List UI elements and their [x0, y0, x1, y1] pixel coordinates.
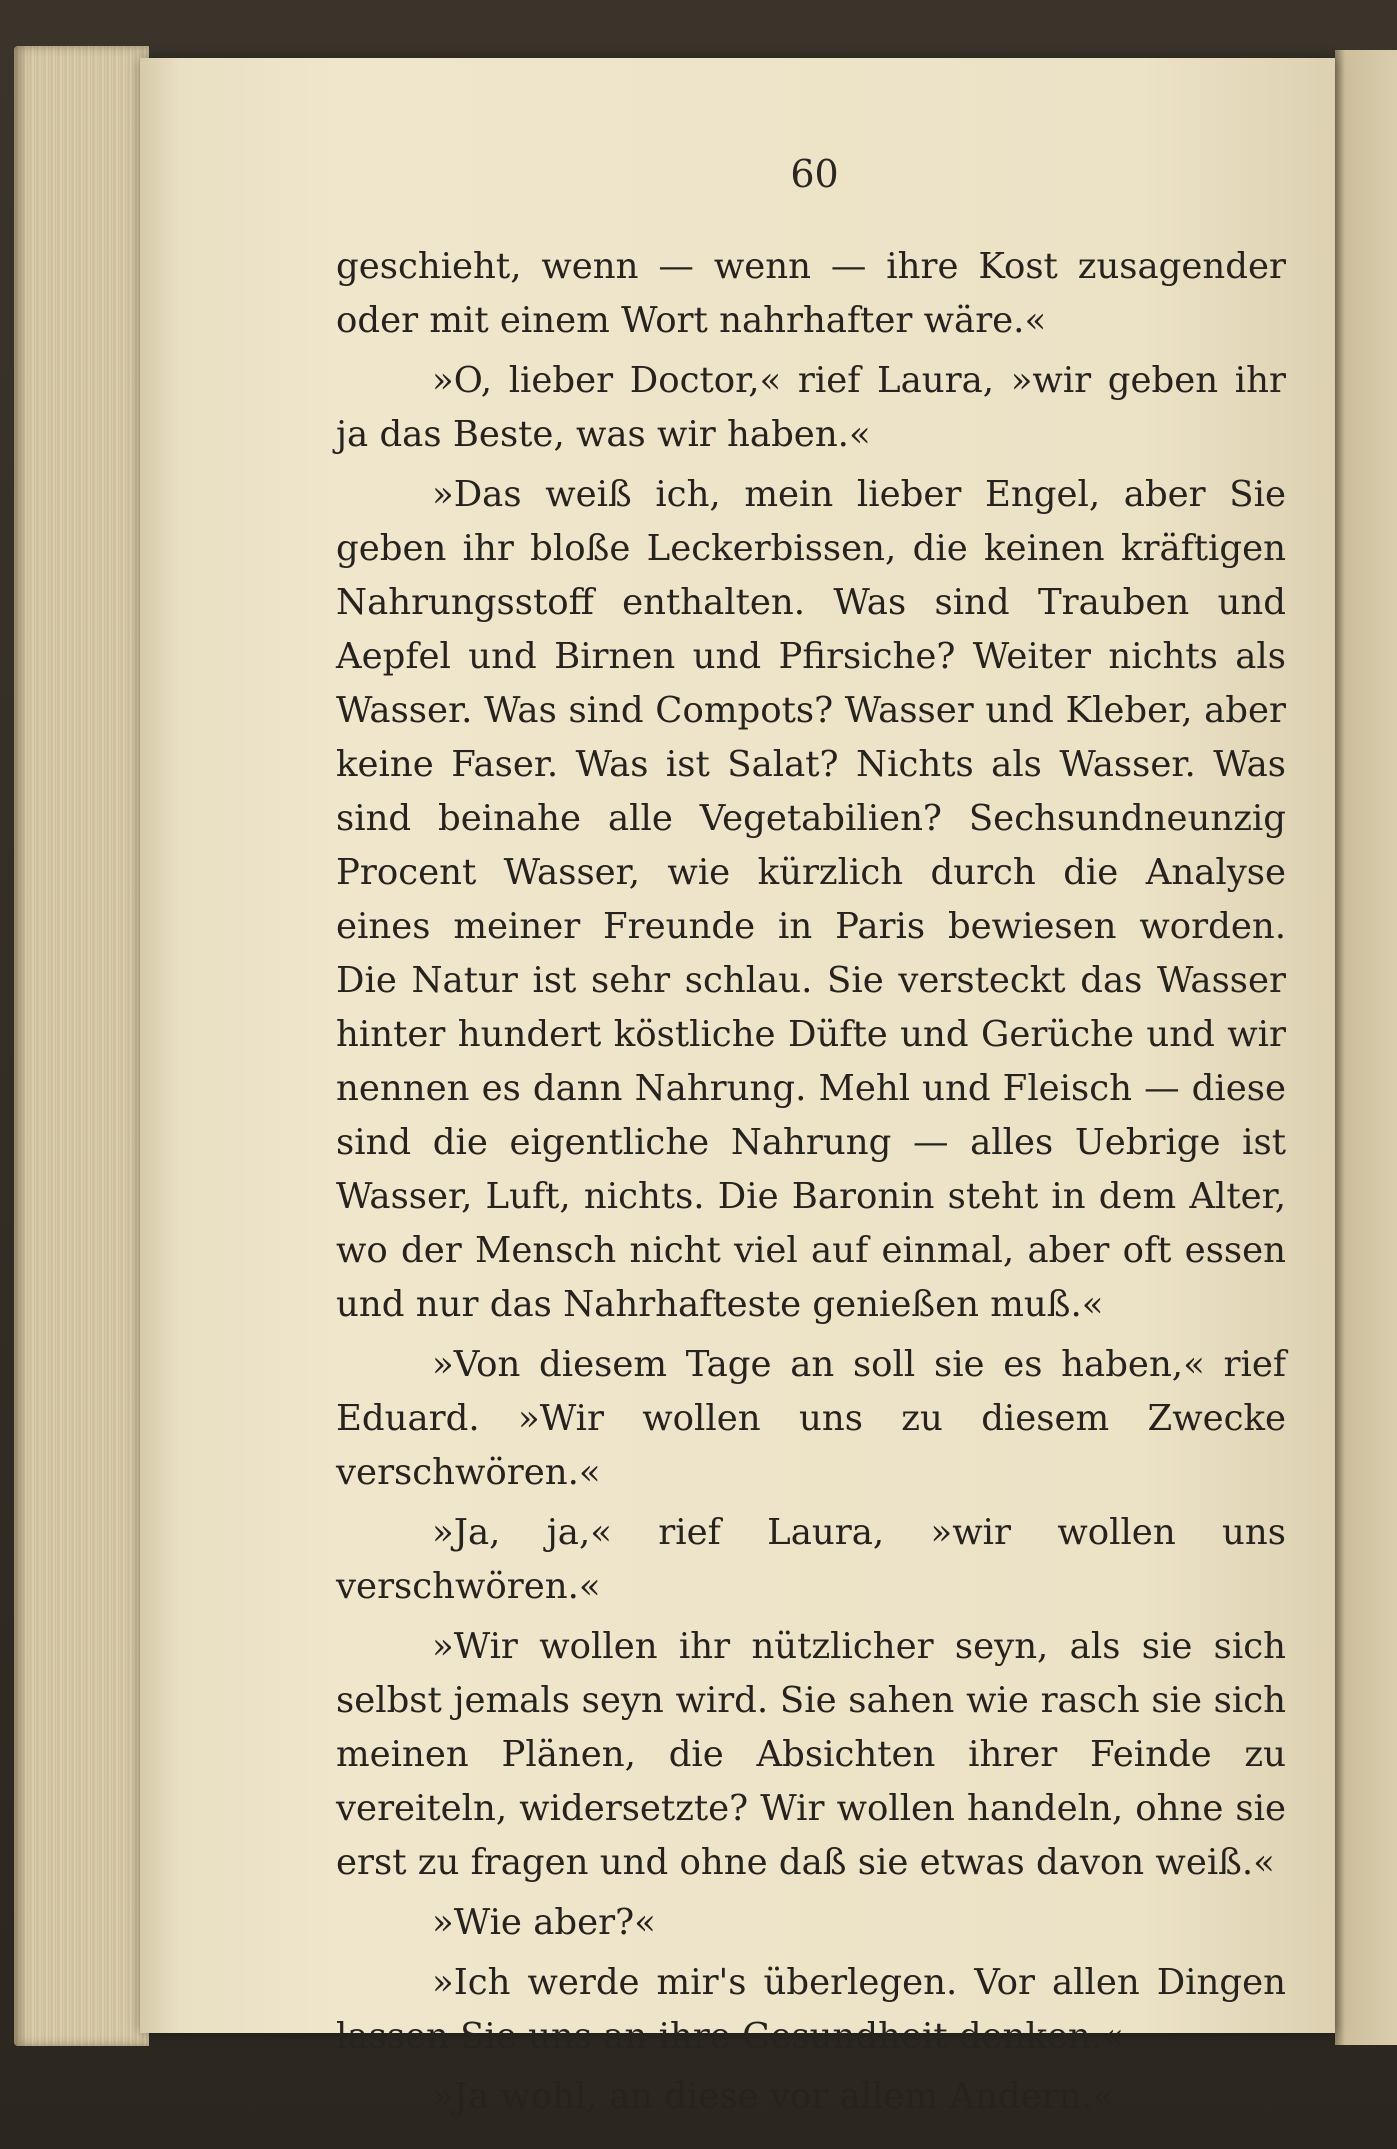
paragraph: »Das weiß ich, mein lieber Engel, aber Sie geben ihr bloße Leckerbissen, die keinen kräftigen Nahrungsstoff enthalten. Was sind Trauben und Aepfel und Birnen und Pfirsiche? Weiter nichts als Wasser. Was sind Compots? Wasser und Kleber, aber keine Faser. Was ist Salat? Nichts als Wasser. Was sind beinahe alle Vegetabilien? Sechsundneunzig Procent Wasser, wie kürzlich durch die Analyse eines meiner Freunde in Paris bewiesen worden. Die Natur ist sehr schlau. Sie versteckt das Wasser hinter hundert köstliche Düfte und Gerüche und wir nennen es dann Nahrung. Mehl und Fleisch — diese sind die eigentliche Nahrung — alles Uebrige ist Wasser, Luft, nichts. Die Baronin steht in dem Alter, wo der Mensch nicht viel auf einmal, aber oft essen und nur das Nahrhafteste genießen muß.«	[336, 474, 1286, 1325]
facing-page-edge	[1335, 50, 1397, 2045]
paragraph: geschieht, wenn — wenn — ihre Kost zusagender oder mit einem Wort nahrhafter wäre.«	[336, 246, 1286, 341]
paragraph: »O, lieber Doctor,« rief Laura, »wir geben ihr ja das Beste, was wir haben.«	[336, 360, 1286, 455]
paragraph: »Wir wollen ihr nützlicher seyn, als sie sich selbst jemals seyn wird. Sie sahen wie rasch sie sich meinen Plänen, die Absichten ihrer Feinde zu vereiteln, widersetzte? Wir wollen handeln, ohne sie erst zu fragen und ohne daß sie etwas davon weiß.«	[336, 1626, 1286, 1883]
paragraph: »Von diesem Tage an soll sie es haben,« rief Eduard. »Wir wollen uns zu diesem Zwecke verschwören.«	[336, 1344, 1286, 1493]
page-number: 60	[790, 152, 839, 196]
body-text	[336, 240, 1286, 2130]
page-edges	[14, 46, 149, 2046]
paragraph: »Wie aber?«	[432, 1902, 656, 1943]
paragraph: »Ja wohl, an diese vor allem Andern.«	[432, 2076, 1115, 2117]
paragraph: »Ja, ja,« rief Laura, »wir wollen uns verschwören.«	[336, 1512, 1286, 1607]
paragraph: »Ich werde mir's überlegen. Vor allen Dingen lassen Sie uns an ihre Gesundheit denken.«	[336, 1962, 1286, 2057]
